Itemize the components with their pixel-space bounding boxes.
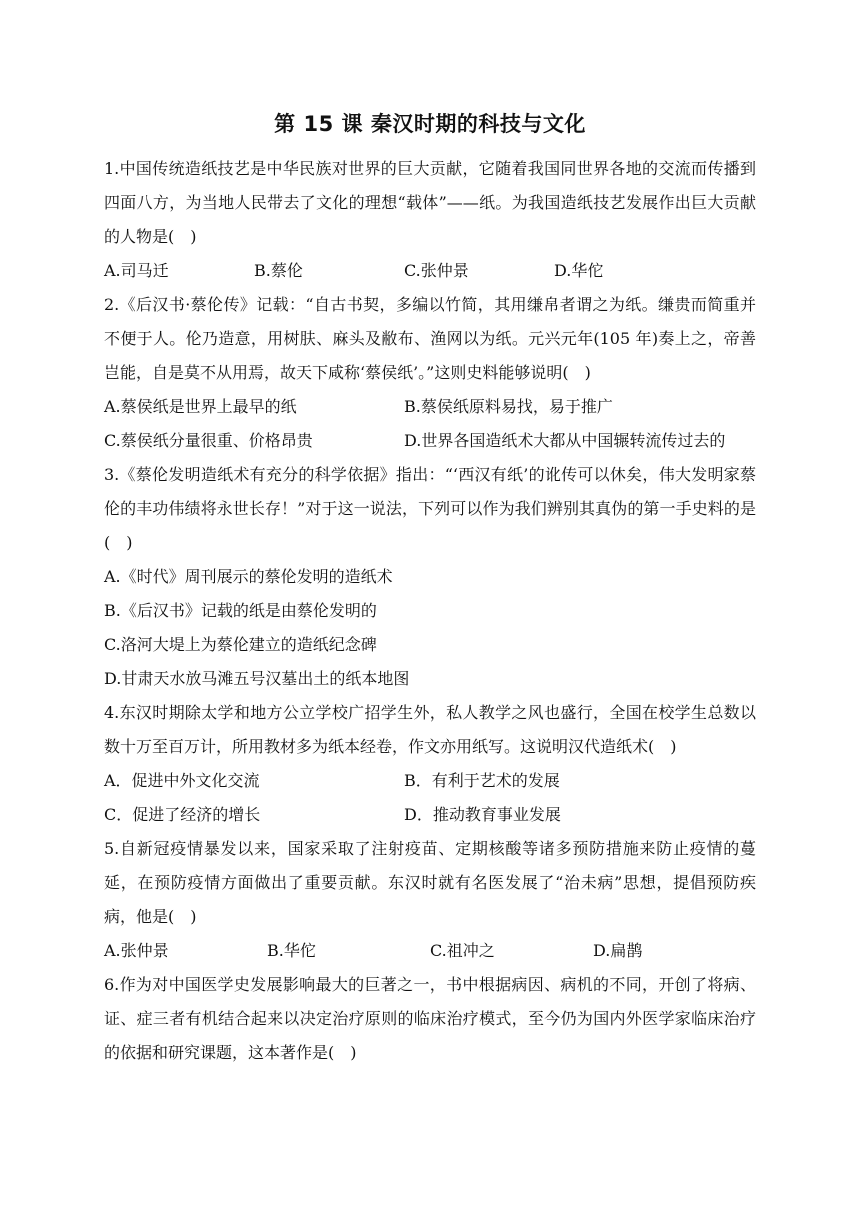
option-a: A.《时代》周刊展示的蔡伦发明的造纸术 — [104, 567, 393, 586]
option-row — [104, 424, 756, 458]
option-d: D.甘肃天水放马滩五号汉墓出土的纸本地图 — [104, 669, 410, 688]
page-title: 第 15 课 秦汉时期的科技与文化 — [274, 112, 586, 136]
option-a: A．促进中外文化交流 — [104, 771, 260, 790]
option-row — [104, 798, 756, 832]
option-row — [104, 254, 756, 288]
question-stem: 4.东汉时期除太学和地方公立学校广招学生外，私人教学之风也盛行，全国在校学生总数以数十万至百万计，所用教材多为纸本经卷，作文亦用纸写。这说明汉代造纸术( ) — [104, 703, 756, 756]
question-stem: 1.中国传统造纸技艺是中华民族对世界的巨大贡献，它随着我国同世界各地的交流而传播到四面八方，为当地人民带去了文化的理想“载体”——纸。为我国造纸技艺发展作出巨大贡献的人物是( ) — [104, 159, 756, 246]
option-b: B.蔡伦 — [254, 261, 303, 280]
question-6 — [104, 968, 756, 1070]
option-d: D.扁鹊 — [593, 941, 643, 960]
option-b: B.蔡侯纸原料易找，易于推广 — [404, 397, 613, 416]
option-c: C.祖冲之 — [430, 941, 495, 960]
question-3 — [104, 458, 756, 696]
question-stem: 5.自新冠疫情暴发以来，国家采取了注射疫苗、定期核酸等诸多预防措施来防止疫情的蔓延，在预防疫情方面做出了重要贡献。东汉时就有名医发展了“治未病”思想，提倡预防疾病，他是( ) — [104, 839, 756, 926]
option-row — [104, 560, 756, 594]
option-row — [104, 594, 756, 628]
question-stem: 3.《蔡伦发明造纸术有充分的科学依据》指出：“‘西汉有纸’的讹传可以休矣，伟大发明家蔡伦的丰功伟绩将永世长存！”对于这一说法，下列可以作为我们辨别其真伪的第一手史料的是( ) — [104, 465, 756, 552]
option-b: B．有利于艺术的发展 — [404, 771, 560, 790]
option-c: C.张仲景 — [404, 261, 469, 280]
option-row — [104, 390, 756, 424]
option-c: C.蔡侯纸分量很重、价格昂贵 — [104, 431, 313, 450]
question-list — [104, 152, 756, 1070]
option-row — [104, 764, 756, 798]
option-a: A.张仲景 — [104, 941, 169, 960]
question-4 — [104, 696, 756, 832]
question-stem: 2.《后汉书·蔡伦传》记载：“自古书契，多编以竹简，其用缣帛者谓之为纸。缣贵而简重并不便于人。伦乃造意，用树肤、麻头及敝布、渔网以为纸。元兴元年(105 年)奏上之，帝善岂能，自是莫不从用焉，故天下咸称‘蔡侯纸’。”这则史料能够说明( ) — [104, 295, 756, 382]
question-2 — [104, 288, 756, 458]
option-c: C.洛河大堤上为蔡伦建立的造纸纪念碑 — [104, 635, 377, 654]
option-d: D.华佗 — [554, 261, 604, 280]
question-1 — [104, 152, 756, 288]
option-b: B.《后汉书》记载的纸是由蔡伦发明的 — [104, 601, 377, 620]
question-stem: 6.作为对中国医学史发展影响最大的巨著之一，书中根据病因、病机的不同，开创了将病、证、症三者有机结合起来以决定治疗原则的临床治疗模式，至今仍为国内外医学家临床治疗的依据和研究课题，这本著作是( ) — [104, 975, 756, 1062]
option-b: B.华佗 — [267, 941, 316, 960]
option-c: C．促进了经济的增长 — [104, 805, 261, 824]
option-d: D.世界各国造纸术大都从中国辗转流传过去的 — [404, 431, 726, 450]
option-row — [104, 662, 756, 696]
option-row — [104, 628, 756, 662]
question-5 — [104, 832, 756, 968]
option-row — [104, 934, 756, 968]
option-a: A.蔡侯纸是世界上最早的纸 — [104, 397, 297, 416]
option-d: D．推动教育事业发展 — [404, 805, 561, 824]
option-a: A.司马迁 — [104, 261, 169, 280]
